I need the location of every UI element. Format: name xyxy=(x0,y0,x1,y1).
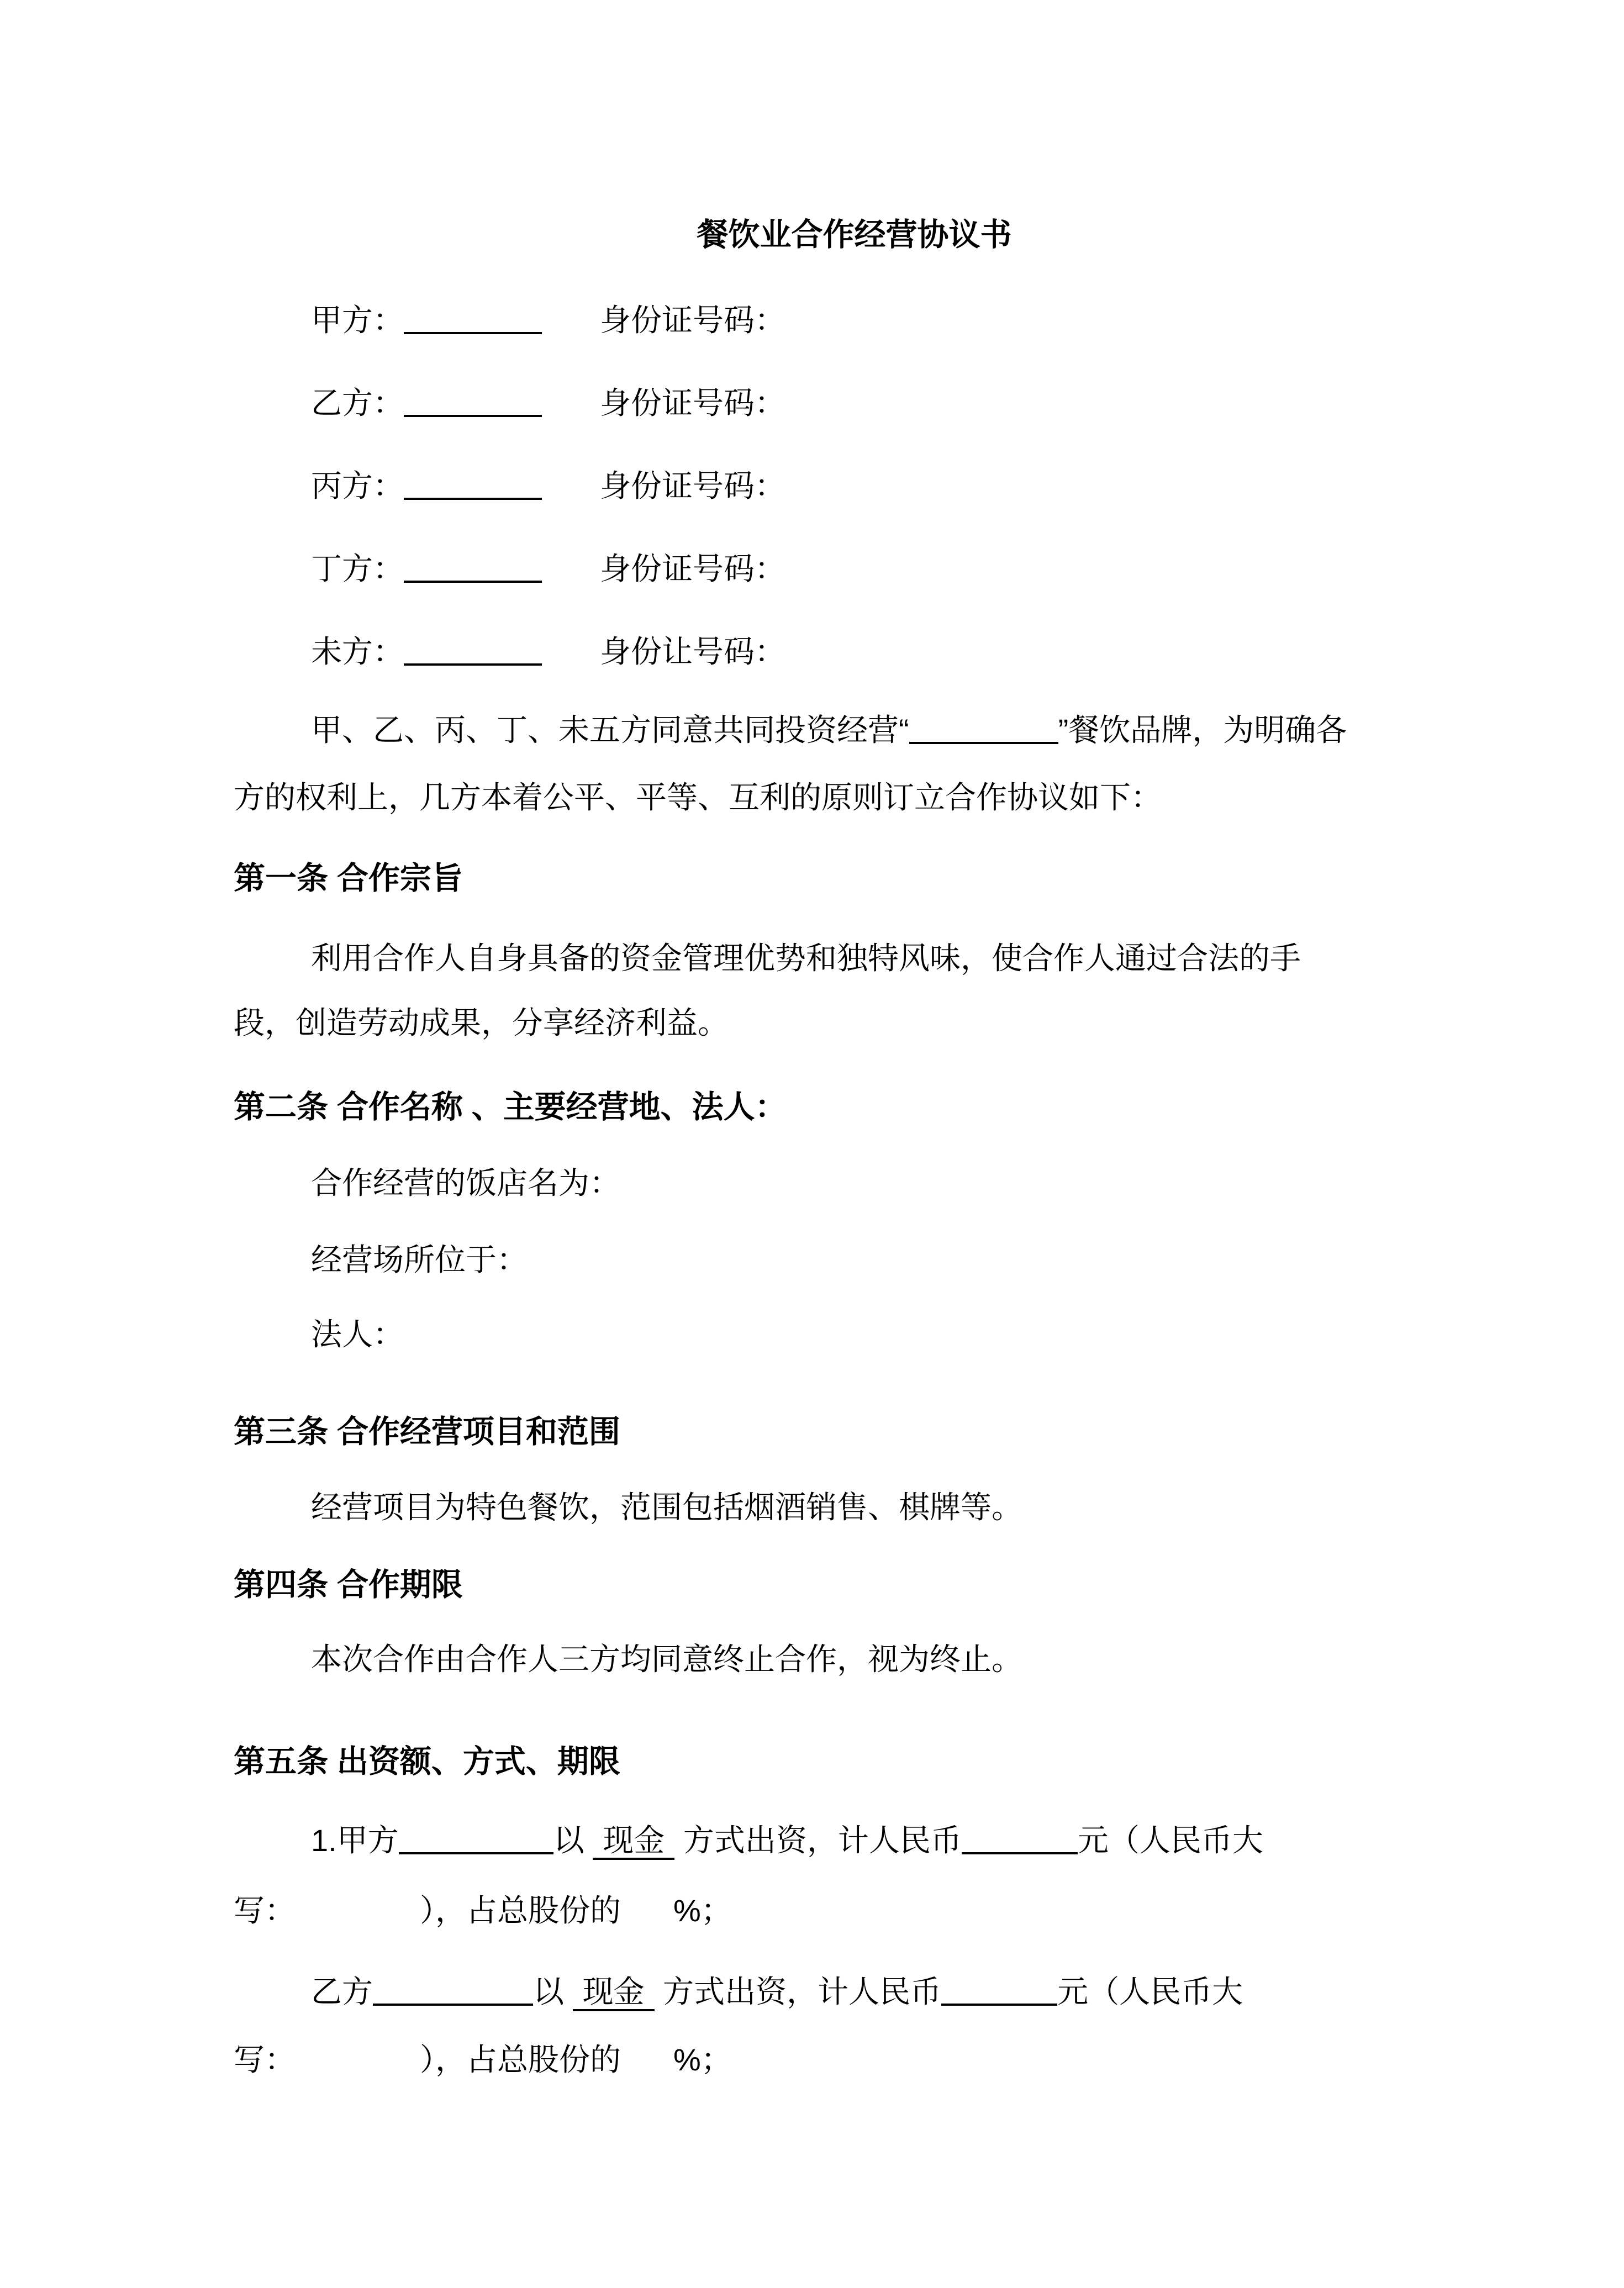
fill-in-space xyxy=(621,2065,673,2070)
section-1-heading: 第一条 合作宗旨 xyxy=(234,861,463,896)
party-id-label: 身份证号码： xyxy=(600,551,785,586)
item-2-cont-mid: ），占总股份的 xyxy=(420,2042,621,2077)
fill-in-space xyxy=(296,2065,420,2070)
contribution-item-2-line-1 xyxy=(234,1973,1392,2011)
contribution-amount-blank xyxy=(399,1823,553,1854)
party-label: 丁方： xyxy=(311,551,404,586)
cash-method-underlined: 现金 xyxy=(573,1974,655,2011)
fill-in-space xyxy=(296,1916,420,1921)
party-row-bing xyxy=(234,467,1392,505)
item-2-pre: 乙方 xyxy=(311,1974,373,2009)
item-2-mid1: 以 xyxy=(533,1974,564,2009)
restaurant-name-line: 合作经营的饭店名为： xyxy=(311,1166,620,1200)
party-id-label: 身份证号码： xyxy=(600,386,785,420)
section-3-heading: 第三条 合作经营项目和范围 xyxy=(234,1414,620,1449)
party-name-blank xyxy=(404,386,542,417)
item-2-mid2: 方式出资，计人民币 xyxy=(663,1974,942,2009)
business-location-line: 经营场所位于： xyxy=(311,1242,528,1277)
section-1-line-2: 段，创造劳动成果，分享经济利益。 xyxy=(234,1005,729,1040)
party-row-ding xyxy=(234,550,1392,588)
item-2-post: 元（人民币大 xyxy=(1057,1974,1243,2009)
party-id-label: 身份让号码： xyxy=(600,634,785,669)
item-1-cont-pre: 写： xyxy=(234,1893,296,1928)
contribution-item-1-line-2 xyxy=(234,1891,1392,1930)
party-row-yi xyxy=(234,384,1392,423)
cash-method-underlined: 现金 xyxy=(593,1823,674,1860)
item-1-mid2: 方式出资，计人民币 xyxy=(683,1823,962,1858)
item-1-pre: 1.甲方 xyxy=(311,1823,399,1858)
party-label: 未方： xyxy=(311,634,404,669)
section-1-line-1: 利用合作人自身具备的资金管理优势和独特风味，使合作人通过合法的手 xyxy=(311,941,1301,976)
party-id-label: 身份证号码： xyxy=(600,303,785,338)
party-id-label: 身份证号码： xyxy=(600,468,785,503)
intro-text-pre: 甲、乙、丙、丁、未五方同意共同投资经营“ xyxy=(311,713,909,747)
fill-in-space xyxy=(621,1916,673,1921)
party-label: 乙方： xyxy=(311,386,404,420)
party-label: 丙方： xyxy=(311,468,404,503)
party-name-blank xyxy=(404,469,542,500)
section-4-line-1: 本次合作由合作人三方均同意终止合作，视为终止。 xyxy=(311,1642,1022,1677)
intro-line-2: 方的权利上，几方本着公平、平等、互利的原则订立合作协议如下： xyxy=(234,780,1162,815)
intro-line-1 xyxy=(234,711,1392,750)
party-row-jia xyxy=(234,301,1392,340)
document-title: 餐饮业合作经营协议书 xyxy=(697,217,1012,252)
section-3-line-1: 经营项目为特色餐饮，范围包括烟酒销售、棋牌等。 xyxy=(311,1490,1022,1525)
party-name-blank xyxy=(404,635,542,666)
contribution-item-1-line-1 xyxy=(234,1821,1392,1860)
legal-person-line: 法人： xyxy=(311,1317,404,1352)
section-4-heading: 第四条 合作期限 xyxy=(234,1567,463,1602)
section-2-heading: 第二条 合作名称 、主要经营地、法人： xyxy=(234,1089,787,1125)
section-5-heading: 第五条 出资额、方式、期限 xyxy=(234,1744,620,1779)
party-row-wei xyxy=(234,632,1392,671)
brand-name-blank xyxy=(909,713,1058,744)
item-1-post: 元（人民币大 xyxy=(1077,1823,1263,1858)
contribution-item-2-line-2 xyxy=(234,2041,1392,2079)
item-1-cont-mid: ），占总股份的 xyxy=(420,1893,621,1928)
intro-text-post: ”餐饮品牌，为明确各 xyxy=(1058,713,1347,747)
contribution-amount-blank xyxy=(373,1975,533,2006)
party-label: 甲方： xyxy=(311,303,404,338)
party-name-blank xyxy=(404,303,542,334)
rmb-amount-blank xyxy=(941,1975,1057,2006)
item-1-cont-pct: %； xyxy=(673,1893,732,1928)
rmb-amount-blank xyxy=(962,1823,1078,1854)
item-2-cont-pre: 写： xyxy=(234,2042,296,2077)
item-2-cont-pct: %； xyxy=(673,2042,732,2077)
party-name-blank xyxy=(404,552,542,583)
item-1-mid1: 以 xyxy=(553,1823,584,1858)
